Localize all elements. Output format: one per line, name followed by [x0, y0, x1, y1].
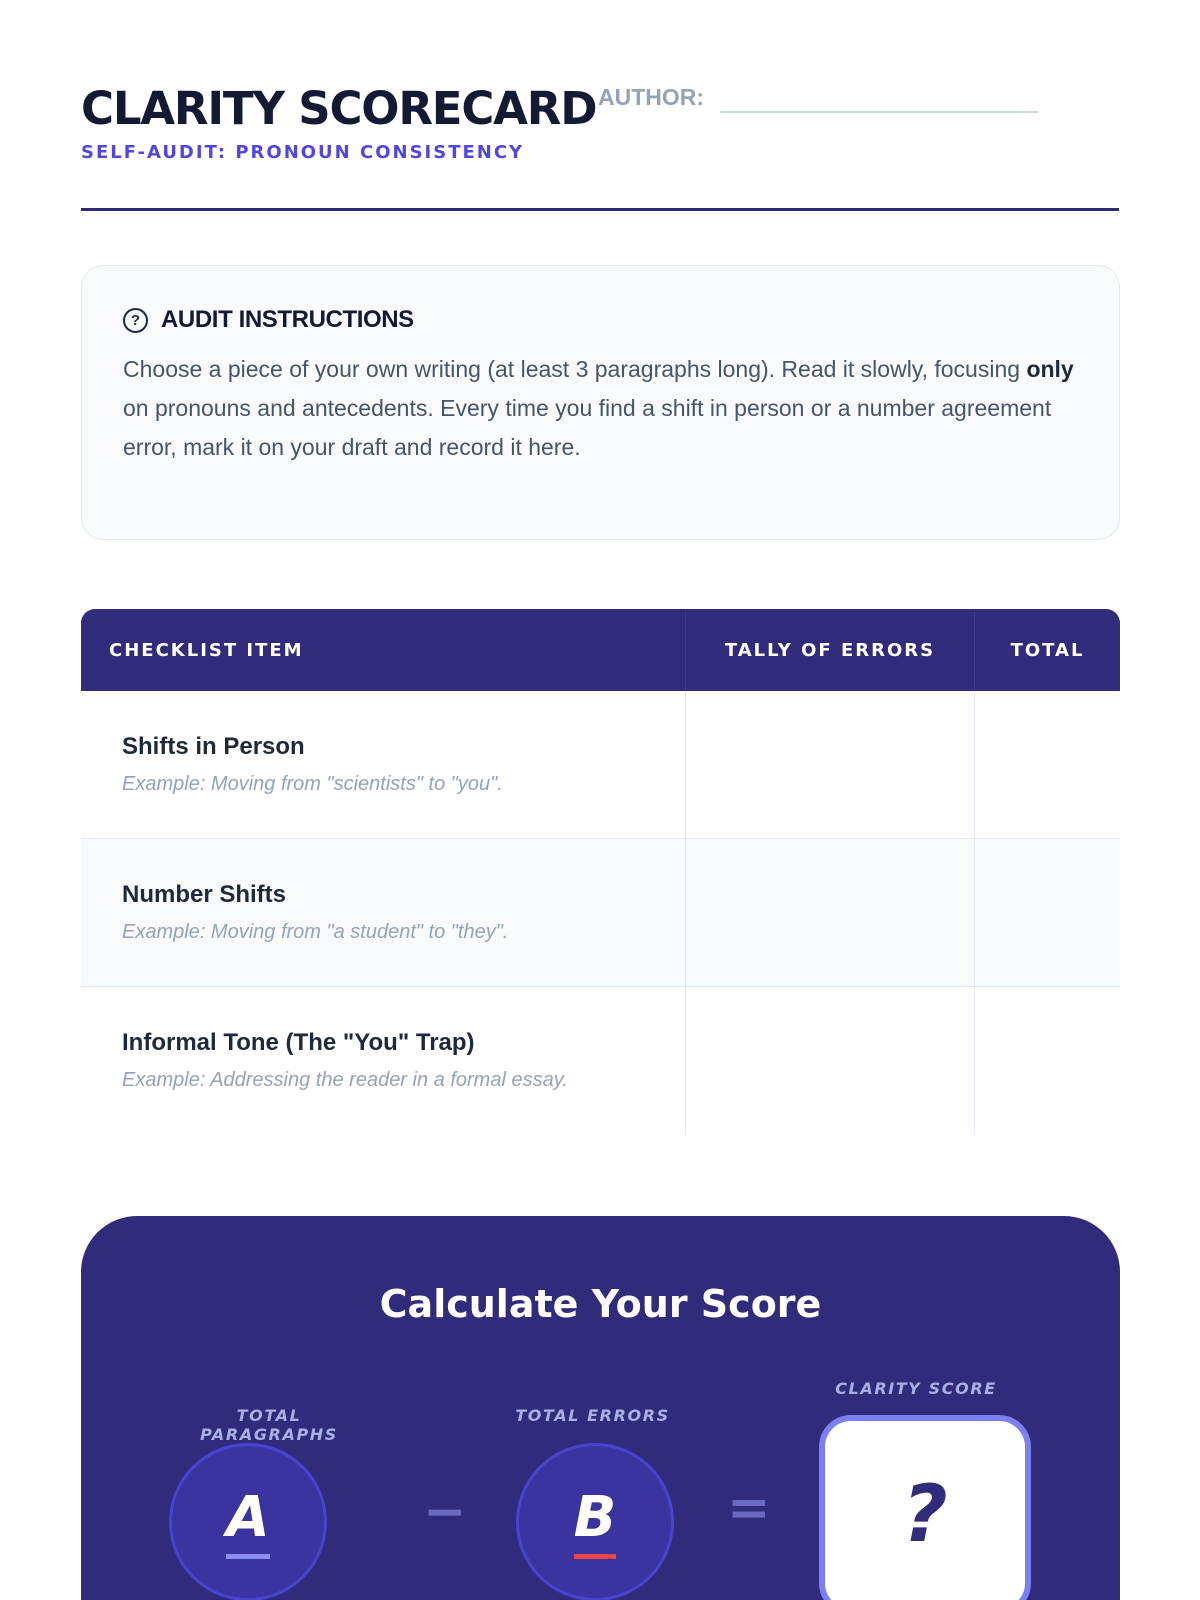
table-row	[81, 987, 1120, 1135]
minus-sign: −	[423, 1482, 467, 1542]
checklist-item-cell	[81, 839, 686, 986]
instructions-text-part-1: Choose a piece of your own writing (at least 3 paragraphs long). Read it slowly, focusing	[123, 356, 1027, 382]
total-paragraphs-label: TOTAL PARAGRAPHS	[200, 1406, 338, 1444]
variable-a: A	[226, 1485, 269, 1559]
variable-b: B	[574, 1485, 617, 1559]
checklist-table	[81, 609, 1120, 1135]
checklist-item-cell	[81, 987, 686, 1135]
table-row	[81, 691, 1120, 839]
instructions-heading	[123, 306, 1078, 334]
checklist-item-title: Shifts in Person	[122, 733, 305, 760]
column-header-tally: TALLY OF ERRORS	[686, 609, 975, 691]
checklist-item-example: Example: Addressing the reader in a formal essay.	[122, 1069, 568, 1091]
column-header-checklist-item: CHECKLIST ITEM	[81, 609, 686, 691]
checklist-item-example: Example: Moving from "scientists" to "you".	[122, 773, 503, 795]
total-cell[interactable]	[975, 987, 1120, 1135]
equals-sign: =	[727, 1478, 771, 1538]
page-subtitle: SELF-AUDIT: PRONOUN CONSISTENCY	[81, 142, 525, 163]
total-errors-label: TOTAL ERRORS	[515, 1406, 670, 1425]
checklist-item-title: Number Shifts	[122, 881, 287, 908]
table-row	[81, 839, 1120, 987]
instructions-text-part-2: on pronouns and antecedents. Every time you find a shift in person or a number agreement error, mark it on your draft and record it here.	[123, 395, 1052, 460]
instructions-card	[81, 265, 1120, 540]
checklist-item-cell	[81, 691, 686, 838]
score-title: Calculate Your Score	[379, 1282, 822, 1326]
total-cell[interactable]	[975, 839, 1120, 986]
page-title: CLARITY SCORECARD	[81, 82, 597, 135]
total-cell[interactable]	[975, 691, 1120, 838]
author-label: AUTHOR:	[598, 84, 705, 110]
instructions-text	[123, 350, 1078, 467]
score-panel	[81, 1216, 1120, 1600]
author-field[interactable]	[720, 111, 1038, 113]
checklist-item-title: Informal Tone (The "You" Trap)	[122, 1029, 475, 1056]
total-errors-circle[interactable]	[516, 1443, 674, 1600]
tally-cell[interactable]	[686, 987, 975, 1135]
tally-cell[interactable]	[686, 839, 975, 986]
instructions-title: AUDIT INSTRUCTIONS	[161, 306, 414, 333]
clarity-score-value: ?	[902, 1470, 948, 1560]
total-paragraphs-circle[interactable]	[169, 1443, 327, 1600]
table-header	[81, 609, 1120, 691]
help-circle-icon: ?	[123, 308, 148, 333]
tally-cell[interactable]	[686, 691, 975, 838]
clarity-score-box[interactable]	[819, 1415, 1031, 1600]
checklist-item-example: Example: Moving from "a student" to "they".	[122, 921, 509, 943]
instructions-text-emphasis: only	[1026, 356, 1074, 382]
clarity-score-label: CLARITY SCORE	[835, 1379, 997, 1398]
column-header-total: TOTAL	[1010, 639, 1085, 661]
